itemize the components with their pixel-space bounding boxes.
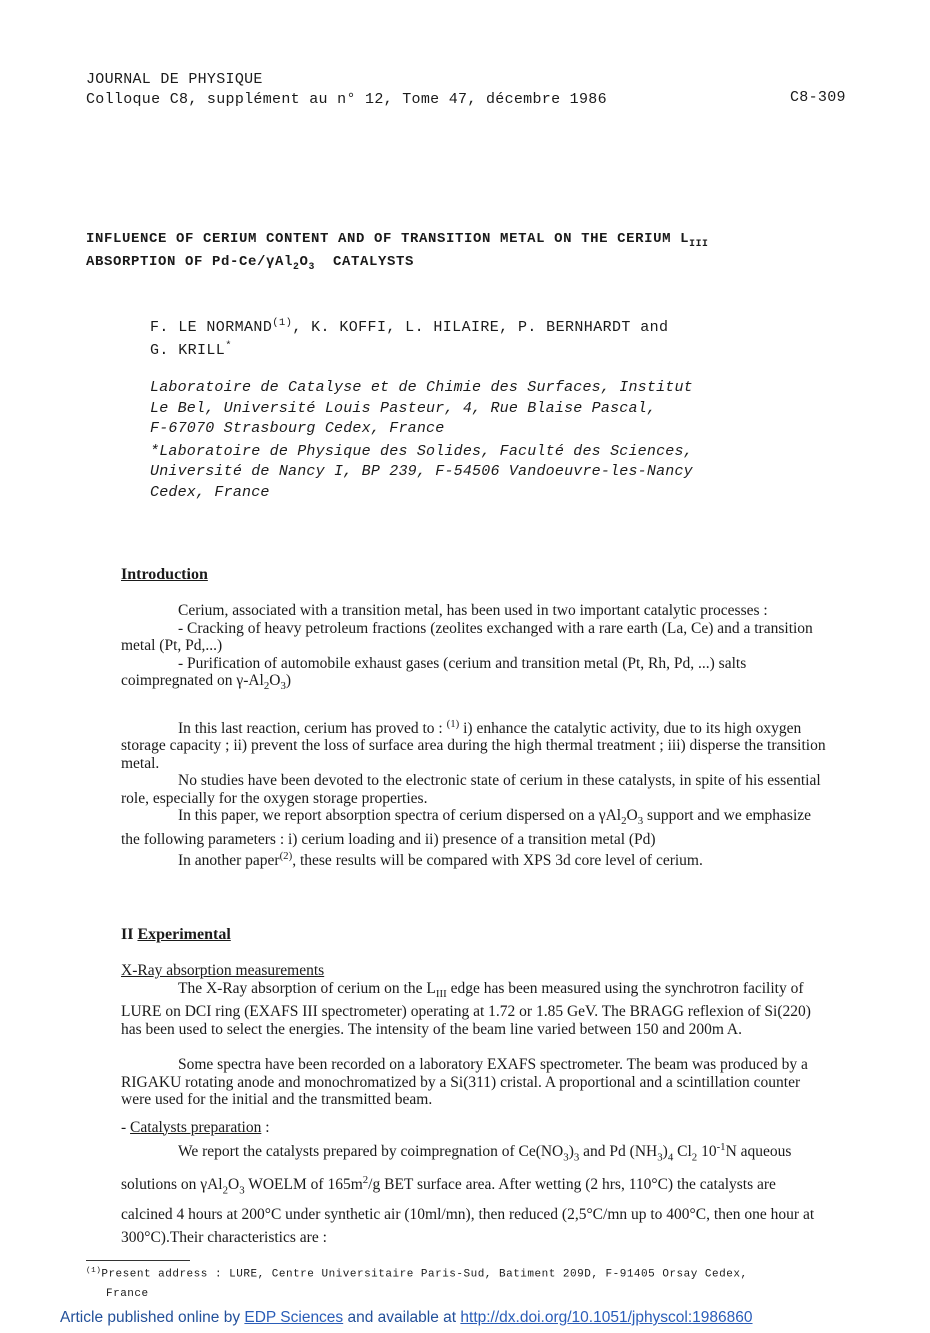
paragraph: The X-Ray absorption of cerium on the $L_{III}$ edge has been measured using the synchrotron facility of LURE on DCI ring (EXAFS III spectrometer) operating at 1.72 or 1.85 GeV. The BRAGG reflexion of Si(220) has been used to select the energies. The intensity of the beam line varied between 150 and 200m A. <box>121 979 811 1038</box>
introduction-body <box>121 602 829 870</box>
footnote-continuation: France <box>106 1288 149 1300</box>
footnote: $^{(1)}$Present address : LURE, Centre Universitaire Paris-Sud, Batiment 209D, F-91405 Orsay Cedex, <box>86 1267 748 1281</box>
paragraph: In another paper$^{(2)}$, these results will be compared with XPS 3d core level of cerium. <box>178 850 703 870</box>
section-heading-experimental: II Experimental <box>121 926 231 943</box>
paragraph: No studies have been devoted to the electronic state of cerium in these catalysts, in spite of his essential role, especially for the oxygen storage properties. <box>121 772 821 807</box>
affiliation-line: Le Bel, Université Louis Pasteur, 4, Rue Blaise Pascal, <box>150 399 657 417</box>
paper-title-line2: ABSORPTION OF $Pd-Ce/\gamma Al_2O_3$ CATALYSTS <box>86 254 415 272</box>
footnote-rule <box>86 1260 190 1261</box>
affiliation-line: F-67070 Strasbourg Cedex, France <box>150 420 445 437</box>
subsection-heading: X-Ray absorption measurements <box>121 962 325 979</box>
paper-title-line1: INFLUENCE OF CERIUM CONTENT AND OF TRANSITION METAL ON THE CERIUM $L_{III}$ <box>86 231 709 249</box>
experimental-body <box>121 962 829 1249</box>
paragraph: - Cracking of heavy petroleum fractions (zeolites exchanged with a rare earth (La, Ce) and a transition metal (Pt, Pd,...) <box>121 619 813 654</box>
journal-issue: Colloque C8, supplément au n° 12, Tome 47, décembre 1986 <box>86 91 607 108</box>
doi-link[interactable]: http://dx.doi.org/10.1051/jphyscol:1986860 <box>460 1309 753 1326</box>
edp-sciences-link[interactable]: EDP Sciences <box>244 1309 344 1326</box>
paragraph: In this last reaction, cerium has proved to : $^{(1)}$ i) enhance the catalytic activity, due to its high oxygen storage capacity ; ii) prevent the loss of surface area during the high thermal treatment ; iii) disperse the transition metal. <box>121 717 826 772</box>
paragraph: Some spectra have been recorded on a laboratory EXAFS spectrometer. The beam was produced by a RIGAKU rotating anode and monochromatized by a Si(311) cristal. A proportional and a scintillation counter were used for the initial and the transmitted beam. <box>121 1056 808 1109</box>
affiliations <box>150 378 693 503</box>
paragraph: We report the catalysts prepared by coimpregnation of $Ce(NO_3)_3$ and Pd $(NH_3)_4$ $Cl_2$ $10^{-1}N$ aqueous solutions on $\gamma Al_2O_3$ WOELM of $165m^2/g$ BET surface area. After wetting (2 hrs, 110°C) the catalysts are calcined 4 hours at 200°C under synthetic air (10ml/mn), then reduced (2,5°C/mn up to 400°C, then one hour at 300°C).Their characteristics are : <box>121 1141 815 1246</box>
affiliation-line: Laboratoire de Catalyse et de Chimie des Surfaces, Institut <box>150 379 693 396</box>
author-list-line2: G. KRILL* <box>150 340 232 359</box>
paragraph: Cerium, associated with a transition metal, has been used in two important catalytic processes : <box>178 602 768 619</box>
page-number: C8-309 <box>790 89 846 106</box>
affiliation-line: Cedex, France <box>150 483 270 501</box>
paragraph: - Purification of automobile exhaust gases (cerium and transition metal (Pt, Rh, Pd, ...) salts coimpregnated on $\gamma-Al_2O_3$) <box>121 654 747 693</box>
section-heading-introduction: Introduction <box>121 566 208 583</box>
affiliation-line: Université de Nancy I, BP 239, F-54506 Vandoeuvre-les-Nancy <box>150 463 693 480</box>
author-list-line1: F. LE NORMAND$^{(1)}$, K. KOFFI, L. HILAIRE, P. BERNHARDT and <box>150 317 669 336</box>
paragraph: In this paper, we report absorption spectra of cerium dispersed on a $\gamma Al_2O_3$ support and we emphasize the following parameters : i) cerium loading and ii) presence of a transition metal (Pd) <box>121 807 812 848</box>
subsection-heading: - Catalysts preparation : <box>121 1118 270 1136</box>
journal-name: JOURNAL DE PHYSIQUE <box>86 71 263 88</box>
affiliation-line: *Laboratoire de Physique des Solides, Faculté des Sciences, <box>150 442 693 460</box>
publisher-footer: Article published online by EDP Sciences and available at http://dx.doi.org/10.1051/jphyscol:1986860 <box>60 1309 753 1326</box>
